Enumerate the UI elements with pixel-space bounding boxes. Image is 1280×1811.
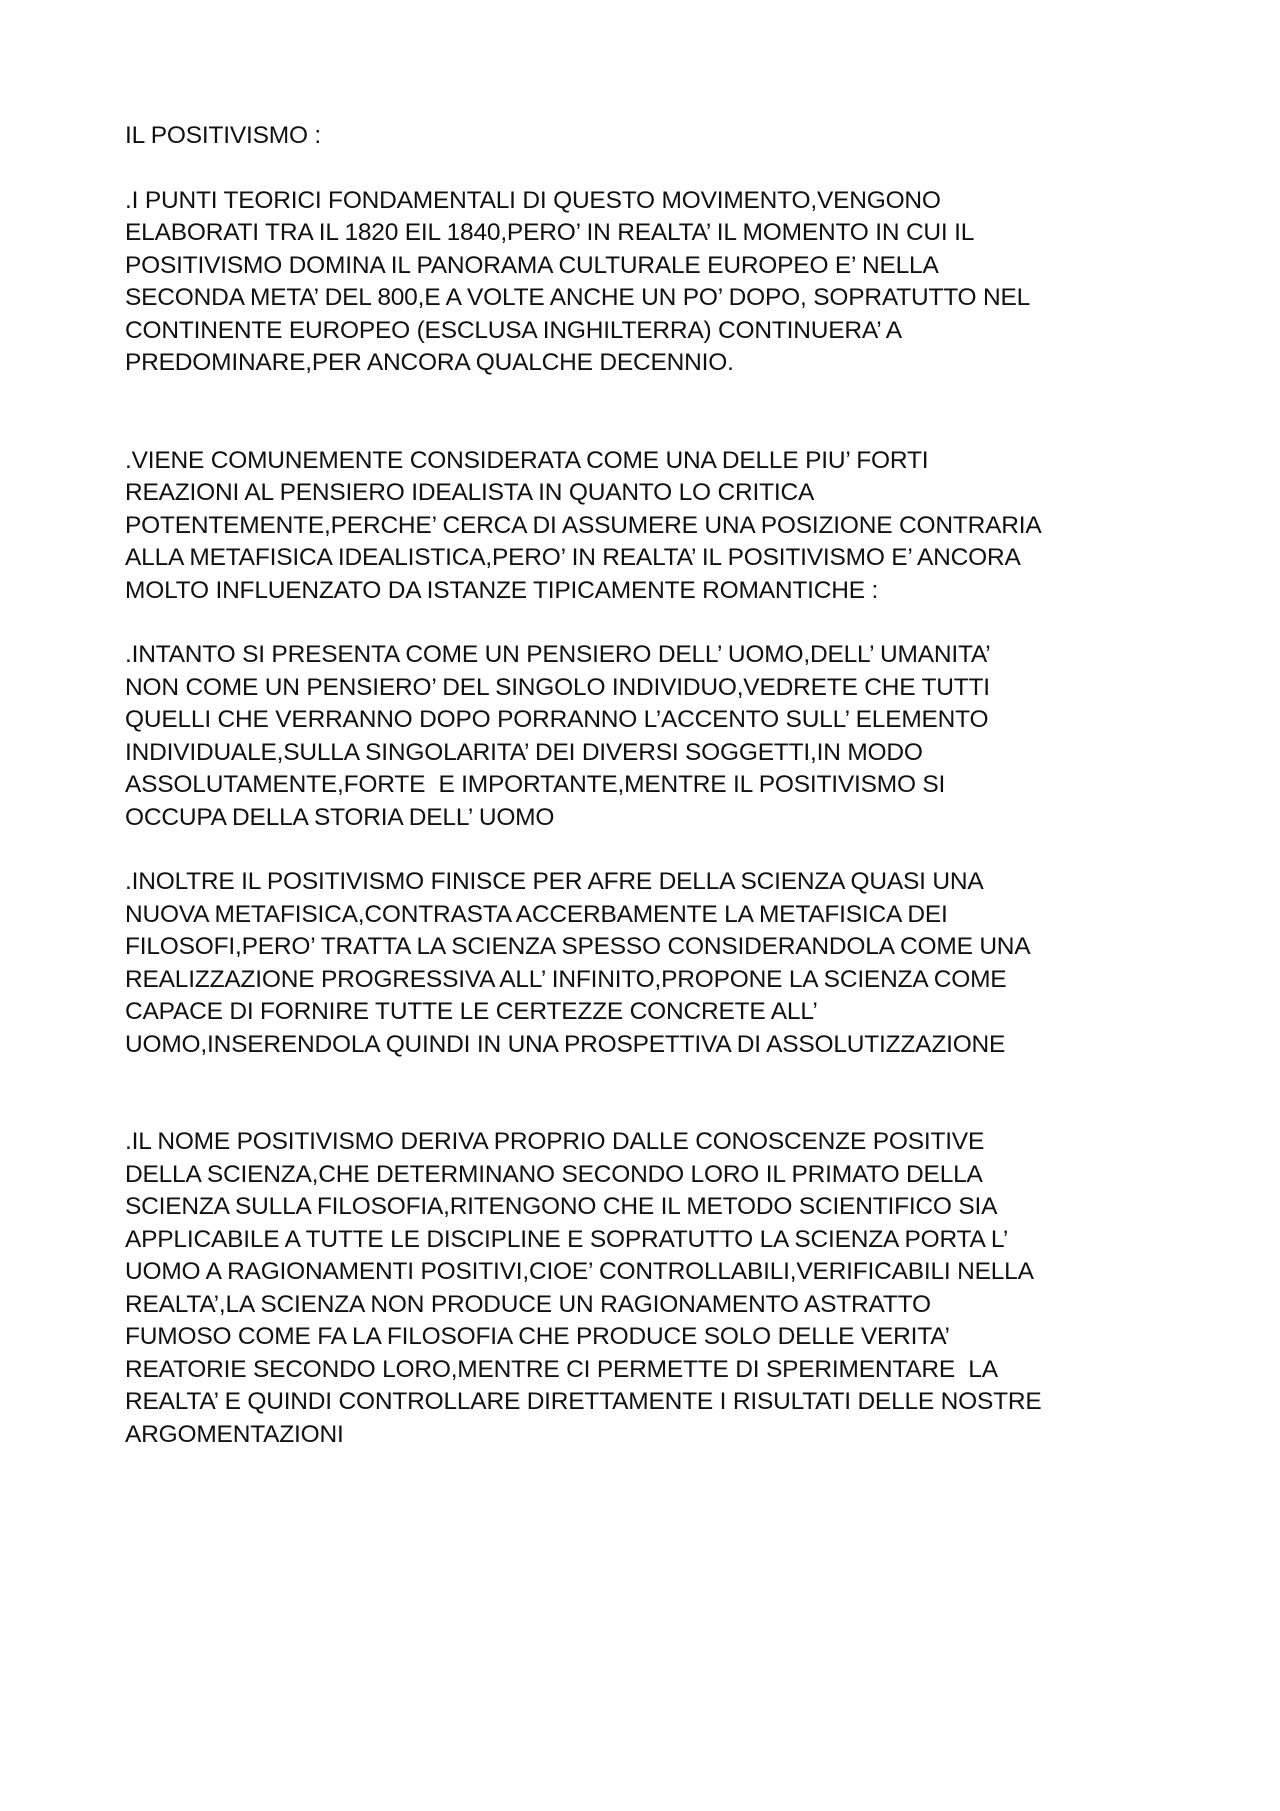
paragraph-line: ALLA METAFISICA IDEALISTICA,PERO’ IN REALTA’ IL POSITIVISMO E’ ANCORA — [125, 544, 1021, 571]
paragraph-4 — [125, 866, 1205, 1061]
paragraph-line: NUOVA METAFISICA,CONTRASTA ACCERBAMENTE LA METAFISICA DEI — [125, 900, 948, 928]
paragraph-2 — [125, 445, 1205, 608]
paragraph-line: REAZIONI AL PENSIERO IDEALISTA IN QUANTO LO CRITICA — [125, 479, 815, 506]
paragraph-line: MOLTO INFLUENZATO DA ISTANZE TIPICAMENTE ROMANTICHE : — [125, 576, 879, 604]
paragraph-line: REALTA’,LA SCIENZA NON PRODUCE UN RAGIONAMENTO ASTRATTO — [125, 1290, 931, 1318]
paragraph-line: QUELLI CHE VERRANNO DOPO PORRANNO L’ACCENTO SULL’ ELEMENTO — [125, 706, 989, 733]
paragraph-line: REALTA’ E QUINDI CONTROLLARE DIRETTAMENTE I RISULTATI DELLE NOSTRE — [125, 1388, 1042, 1415]
document-body — [125, 120, 1205, 1451]
paragraph-line: CAPACE DI FORNIRE TUTTE LE CERTEZZE CONCRETE ALL’ — [125, 998, 818, 1025]
paragraph-line: ASSOLUTAMENTE,FORTE E IMPORTANTE,MENTRE IL POSITIVISMO SI — [125, 771, 946, 798]
paragraph-line: INDIVIDUALE,SULLA SINGOLARITA’ DEI DIVERSI SOGGETTI,IN MODO — [125, 738, 923, 766]
paragraph-line: CONTINENTE EUROPEO (ESCLUSA INGHILTERRA) CONTINUERA’ A — [125, 316, 902, 344]
paragraph-line: ARGOMENTAZIONI — [125, 1420, 344, 1448]
paragraph-line: POSITIVISMO DOMINA IL PANORAMA CULTURALE EUROPEO E’ NELLA — [125, 251, 939, 279]
paragraph-line: PREDOMINARE,PER ANCORA QUALCHE DECENNIO. — [125, 349, 734, 376]
paragraph-line: POTENTEMENTE,PERCHE’ CERCA DI ASSUMERE UNA POSIZIONE CONTRARIA — [125, 511, 1042, 539]
paragraph-line: .IL NOME POSITIVISMO DERIVA PROPRIO DALLE CONOSCENZE POSITIVE — [125, 1128, 985, 1155]
paragraph-line: REATORIE SECONDO LORO,MENTRE CI PERMETTE DI SPERIMENTARE LA — [125, 1355, 998, 1383]
paragraph-line: APPLICABILE A TUTTE LE DISCIPLINE E SOPRATUTTO LA SCIENZA PORTA L’ — [125, 1225, 1009, 1253]
paragraph-line: OCCUPA DELLA STORIA DELL’ UOMO — [125, 803, 555, 831]
paragraph-line: FILOSOFI,PERO’ TRATTA LA SCIENZA SPESSO CONSIDERANDOLA COME UNA — [125, 933, 1031, 960]
paragraph-line: DELLA SCIENZA,CHE DETERMINANO SECONDO LORO IL PRIMATO DELLA — [125, 1160, 983, 1188]
paragraph-line: UOMO,INSERENDOLA QUINDI IN UNA PROSPETTIVA DI ASSOLUTIZZAZIONE — [125, 1030, 1006, 1058]
paragraph-line: .INOLTRE IL POSITIVISMO FINISCE PER AFRE DELLA SCIENZA QUASI UNA — [125, 868, 984, 895]
paragraph-line: .VIENE COMUNEMENTE CONSIDERATA COME UNA DELLE PIU’ FORTI — [125, 446, 929, 474]
paragraph-line: .I PUNTI TEORICI FONDAMENTALI DI QUESTO MOVIMENTO,VENGONO — [125, 186, 941, 214]
paragraph-line: .INTANTO SI PRESENTA COME UN PENSIERO DELL’ UOMO,DELL’ UMANITA’ — [125, 641, 991, 668]
paragraph-line: REALIZZAZIONE PROGRESSIVA ALL’ INFINITO,PROPONE LA SCIENZA COME — [125, 965, 1007, 993]
document-title: IL POSITIVISMO : — [125, 122, 322, 149]
paragraph-line: SCIENZA SULLA FILOSOFIA,RITENGONO CHE IL METODO SCIENTIFICO SIA — [125, 1193, 998, 1220]
paragraph-line: SECONDA META’ DEL 800,E A VOLTE ANCHE UN PO’ DOPO, SOPRATUTTO NEL — [125, 284, 1031, 311]
paragraph-line: NON COME UN PENSIERO’ DEL SINGOLO INDIVIDUO,VEDRETE CHE TUTTI — [125, 673, 990, 701]
paragraph-line: FUMOSO COME FA LA FILOSOFIA CHE PRODUCE SOLO DELLE VERITA’ — [125, 1323, 950, 1350]
paragraph-1 — [125, 185, 1205, 380]
paragraph-line: ELABORATI TRA IL 1820 EIL 1840,PERO’ IN REALTA’ IL MOMENTO IN CUI IL — [125, 219, 975, 246]
paragraph-3 — [125, 639, 1205, 834]
paragraph-5 — [125, 1126, 1205, 1451]
paragraph-line: UOMO A RAGIONAMENTI POSITIVI,CIOE’ CONTROLLABILI,VERIFICABILI NELLA — [125, 1258, 1034, 1285]
